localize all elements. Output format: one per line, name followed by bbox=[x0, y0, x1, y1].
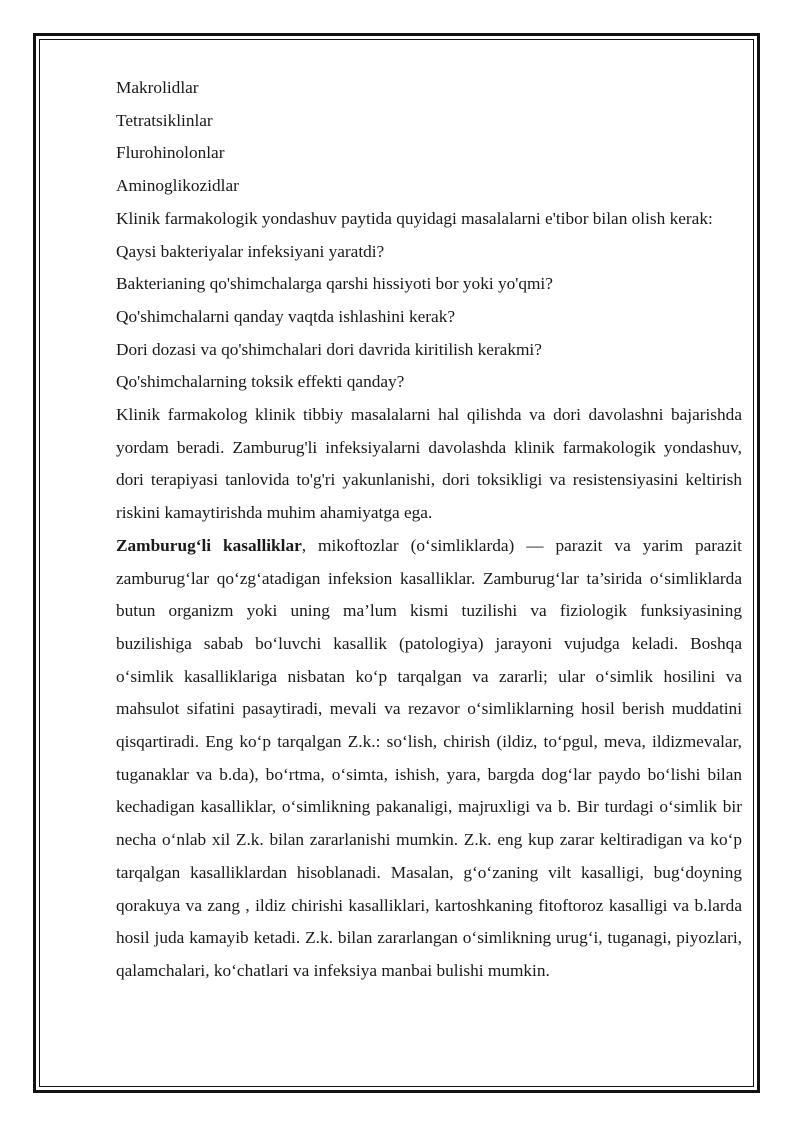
term-fungal-diseases: Zamburug‘li kasalliklar bbox=[116, 535, 302, 555]
list-item: Flurohinolonlar bbox=[116, 143, 225, 163]
list-item: Makrolidlar bbox=[116, 78, 199, 97]
question-item: Bakterianing qo'shimchalarga qarshi hissiyoti bor yoki yo'qmi? bbox=[116, 274, 553, 294]
intro-paragraph: Klinik farmakologik yondashuv paytida quyidagi masalalarni e'tibor bilan olish kerak: bbox=[116, 208, 713, 228]
list-item: Aminoglikozidlar bbox=[116, 176, 239, 196]
document-body bbox=[116, 72, 742, 988]
paragraph-clinical-pharmacology: Klinik farmakolog klinik tibbiy masalalarni hal qilishda va dori davolashni bajarishda yordam beradi. Zamburug'li infeksiyalarni davolashda klinik farmakologik yondashuv, dori terapiyasi tanlovida to'g'ri yakunlanishi, dori toksikligi va resistensiyasini keltirish riskini kamaytirishda muhim ahamiyatga ega. bbox=[116, 405, 742, 523]
question-item: Qo'shimchalarning toksik effekti qanday? bbox=[116, 372, 405, 392]
list-item: Tetratsiklinlar bbox=[116, 110, 213, 130]
question-item: Dori dozasi va qo'shimchalari dori davrida kiritilish kerakmi? bbox=[116, 339, 542, 359]
question-item: Qaysi bakteriyalar infeksiyani yaratdi? bbox=[116, 241, 385, 261]
paragraph-fungal-diseases-text: , mikoftozlar (o‘simliklarda) — parazit va yarim parazit zamburug‘lar qo‘zg‘atadigan infeksion kasalliklar. Zamburug‘lar ta’sirida o‘simliklarda butun organizm yoki uning ma’lum kismi tuzilishi va fiziologik funksiyasining buzilishiga sabab bo‘luvchi kasallik (patologiya) jarayoni vujudga keladi. Boshqa o‘simlik kasalliklariga nisbatan ko‘p tarqalgan va zararli; ular o‘simlik hosilini va mahsulot sifatini pasaytiradi, mevali va rezavor o‘simliklarning hosil berish muddatini qisqartiradi. Eng ko‘p tarqalgan Z.k.: so‘lish, chirish (ildiz, to‘pgul, meva, ildizmevalar, tuganaklar va b.da), bo‘rtma, o‘simta, ishish, yara, bargda dog‘lar paydo bo‘lishi bilan kechadigan kasalliklar, o‘simlikning pakanaligi, majruxligi va b. Bir turdagi o‘simlik bir necha o‘nlab xil Z.k. bilan zararlanishi mumkin. Z.k. eng kup zarar keltiradigan va ko‘p tarqalgan kasalliklardan hisoblanadi. Masalan, g‘o‘zaning vilt kasalligi, bug‘doyning qorakuya va zang , ildiz chirishi kasalliklari, kartoshkaning fitoftoroz kasalligi va b.larda hosil juda kamayib ketadi. Z.k. bilan zararlangan o‘simlikning urug‘i, tuganagi, piyozlari, qalamchalari, ko‘chatlari va infeksiya manbai bulishi mumkin. bbox=[116, 535, 742, 980]
question-item: Qo'shimchalarni qanday vaqtda ishlashini kerak? bbox=[116, 306, 456, 326]
paragraph-fungal-diseases bbox=[116, 530, 742, 988]
